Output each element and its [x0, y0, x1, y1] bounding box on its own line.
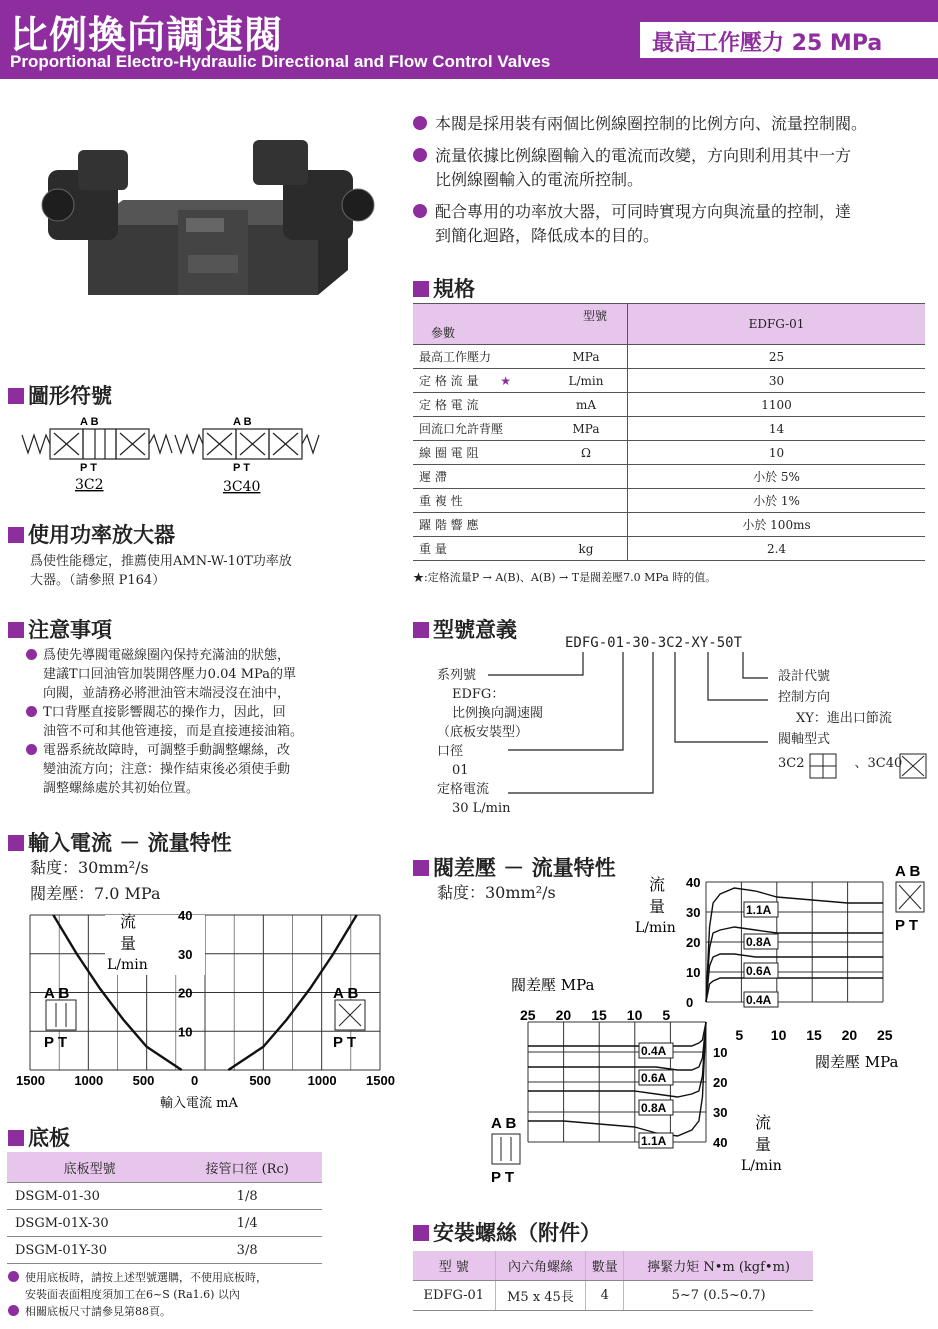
x-axis-label: 輸入電流 mA [160, 1096, 238, 1111]
spec-value: 30 [628, 369, 926, 393]
y-tick-label: 20 [713, 1075, 728, 1090]
y-axis-label: L/min [635, 920, 676, 936]
y-tick-label: 10 [686, 965, 701, 980]
y-tick-label: 40 [178, 908, 193, 923]
intro-line: 比例線圈輸入的電流所控制。 [435, 170, 644, 189]
spec-unit: Ω [545, 441, 628, 465]
port-label: A B [491, 1115, 517, 1132]
y-tick-label: 40 [713, 1135, 728, 1150]
note-line: 變油流方向；注意：操作結束後必須使手動 [43, 762, 291, 777]
x-tick-label: 25 [520, 1007, 536, 1023]
symbols-heading: 圖形符號 [8, 380, 112, 410]
spec-table [413, 303, 925, 561]
port-label: A B [895, 863, 921, 880]
amplifier-line: 大器。（請參照 P164） [30, 573, 166, 588]
port-symbol [492, 1134, 520, 1164]
series-line [706, 927, 883, 1002]
bolt-cell: 5~7 (0.5~0.7) [624, 1281, 813, 1311]
page-title: 比例換向調速閥 [10, 13, 284, 57]
port-label: A B [333, 985, 359, 1002]
spec-value: 小於 1% [628, 489, 926, 513]
x-tick-label: 1000 [74, 1073, 104, 1088]
chart-input-conditions [30, 855, 161, 907]
y-tick-label: 20 [686, 935, 701, 950]
chart-dp-viscosity: 黏度：30mm²/s [437, 883, 556, 902]
notes-heading: 注意事項 [8, 614, 112, 644]
base-note: 相關底板尺寸請參見第88頁。 [25, 1305, 171, 1318]
spec-unit: kg [545, 537, 628, 561]
y-axis-label: 量 [755, 1135, 772, 1154]
code-spool-label: 閥軸型式 [778, 732, 831, 747]
x-tick-label: 1500 [366, 1073, 395, 1088]
code-design-label: 設計代號 [778, 669, 831, 684]
spec-param: 躍 階 響 應 [413, 513, 545, 537]
y-tick-label: 10 [178, 1024, 193, 1040]
spec-param: 重 複 性 [413, 489, 545, 513]
spec-value: 25 [628, 345, 926, 369]
spec-param: 重 量 [413, 537, 545, 561]
spec-row [413, 441, 925, 465]
y-axis-label: L/min [741, 1158, 782, 1174]
ports-top-label: A B [80, 416, 99, 428]
bolt-heading: 安裝螺絲（附件） [413, 1217, 601, 1247]
base-size: 1/4 [172, 1210, 322, 1237]
note-line: 向閥，並請務必將泄油管末端浸沒在油中， [43, 686, 291, 701]
base-col-model: 底板型號 [7, 1152, 172, 1183]
model-code-heading: 型號意義 [413, 614, 517, 644]
x-tick-label: 20 [555, 1007, 572, 1023]
base-size: 3/8 [172, 1237, 322, 1264]
hydraulic-symbols [20, 413, 320, 498]
x-axis-label: 閥差壓 MPa [511, 976, 595, 994]
x-tick-label: 500 [132, 1073, 155, 1088]
port-label: P T [333, 1034, 357, 1051]
y-axis-label: 流 [649, 875, 666, 894]
spec-footnote: ★:定格流量P → A(B)、A(B) → T是閥差壓7.0 MPa 時的值。 [413, 571, 717, 584]
table-row [7, 1237, 322, 1264]
spec-unit [545, 489, 628, 513]
x-tick-label: 20 [841, 1027, 858, 1043]
x-tick-label: 500 [249, 1073, 272, 1088]
x-tick-label: 10 [770, 1027, 787, 1043]
curve-label: 0.8A [641, 1101, 667, 1115]
x-tick-label: 1000 [307, 1073, 337, 1088]
note-line: 建議T口回油管加裝開啓壓力0.04 MPa的單 [43, 667, 296, 682]
bolt-col: 擰緊力矩 N•m (kgf•m) [624, 1251, 813, 1281]
note-line: 爲使先導閥電磁線圈內保持充滿油的狀態， [43, 648, 291, 663]
series-line [528, 1022, 706, 1046]
table-row [7, 1183, 322, 1210]
max-pressure-text: 最高工作壓力 25 MPa [652, 31, 883, 56]
base-heading: 底板 [8, 1122, 70, 1152]
bullet-icon [413, 116, 427, 130]
intro-line: 到簡化迴路，降低成本的目的。 [435, 226, 660, 245]
code-size-label: 口徑 [437, 744, 464, 759]
y-tick-label: 0 [686, 995, 694, 1010]
code-flow-value: 30 L/min [452, 801, 511, 816]
bolt-col: 型 號 [413, 1251, 495, 1281]
code-size-value: 01 [452, 763, 469, 778]
y-axis-label: 流 [755, 1113, 772, 1132]
spec-row [413, 369, 925, 393]
spec-value: 14 [628, 417, 926, 441]
bolt-col: 內六角螺絲 [495, 1251, 586, 1281]
spec-unit [545, 465, 628, 489]
bullet-icon [8, 1305, 19, 1316]
curve-label: 0.6A [641, 1071, 667, 1085]
y-axis-label: 量 [649, 897, 666, 916]
base-model: DSGM-01Y-30 [7, 1237, 172, 1264]
pressure-text: 閥差壓：7.0 MPa [30, 884, 161, 903]
bullet-icon [413, 204, 427, 218]
amplifier-text [30, 552, 292, 590]
base-size: 1/8 [172, 1183, 322, 1210]
spec-row [413, 345, 925, 369]
spec-param: 最高工作壓力 [413, 345, 545, 369]
bolt-table [413, 1251, 813, 1311]
table-row [7, 1210, 322, 1237]
bullet-icon [26, 649, 37, 660]
curve-label: 0.6A [746, 964, 772, 978]
bullet-icon [413, 148, 427, 162]
model-code-left [437, 666, 543, 818]
spec-value: 2.4 [628, 537, 926, 561]
spec-param: 線 圈 電 阻 [413, 441, 545, 465]
table-row [413, 1281, 813, 1311]
y-axis-label: 量 [120, 934, 137, 953]
max-pressure-badge [640, 22, 938, 58]
intro-line: 配合專用的功率放大器，可同時實現方向與流量的控制，達 [435, 202, 852, 221]
intro-line: 本閥是採用裝有兩個比例線圈控制的比例方向、流量控制閥。 [435, 114, 868, 133]
note-line: T口背壓直接影響閥芯的操作力，因此，回 [43, 705, 286, 720]
spec-row [413, 489, 925, 513]
code-control-value: XY：進出口節流 [796, 711, 892, 726]
series-line [528, 1022, 706, 1136]
x-tick-label: 5 [662, 1007, 671, 1023]
spec-value: 10 [628, 441, 926, 465]
spec-heading: 規格 [413, 273, 475, 303]
base-note: 使用底板時，請按上述型號選購，不使用底板時， [25, 1271, 267, 1284]
spec-unit: L/min [545, 369, 628, 393]
ports-bottom-label: P T [80, 462, 97, 474]
series-line [706, 888, 883, 1002]
model-code-right [778, 666, 902, 774]
curve-label: 0.8A [746, 935, 772, 949]
spec-row [413, 537, 925, 561]
base-model: DSGM-01X-30 [7, 1210, 172, 1237]
param-label: 參數 [431, 326, 456, 340]
code-spool-3c40: 、3C40 [854, 756, 903, 771]
notes-list [26, 646, 356, 798]
code-series-value: EDFG： [452, 687, 505, 702]
bolt-cell: 4 [586, 1281, 624, 1311]
curve-label: 1.1A [641, 1134, 667, 1148]
model-code: EDFG-01-30-3C2-XY-50T [565, 635, 743, 651]
base-note: 安裝面表面粗度須加工在6~S (Ra1.6) 以內 [25, 1288, 240, 1301]
bullet-icon [26, 744, 37, 755]
code-flow-label: 定格電流 [437, 782, 490, 797]
code-spool-3c2: 3C2 [778, 756, 805, 771]
pressure-flow-chart [413, 862, 938, 1192]
note-line: 調整螺絲處於其初始位置。 [43, 781, 200, 796]
input-current-flow-chart [10, 905, 405, 1115]
curve-label: 0.4A [641, 1044, 667, 1058]
symbol-3c2-label: 3C2 [75, 477, 104, 493]
bolt-cell: M5 x 45長 [495, 1281, 586, 1311]
port-label: P T [895, 917, 919, 934]
port-label: P T [491, 1169, 515, 1186]
y-axis-label: L/min [107, 957, 148, 973]
bolt-col: 數量 [586, 1251, 624, 1281]
intro-list [413, 112, 938, 248]
bullet-icon [8, 1271, 19, 1282]
port-symbol-left [46, 1000, 76, 1030]
bullet-icon [26, 706, 37, 717]
spec-unit: mA [545, 393, 628, 417]
spec-param: 定 格 電 流 [413, 393, 545, 417]
base-table [7, 1152, 322, 1264]
note-line: 電器系統故障時，可調整手動調整螺絲，改 [43, 743, 291, 758]
code-control-label: 控制方向 [778, 690, 831, 705]
code-series-label: 系列號 [437, 668, 477, 683]
spec-unit [545, 513, 628, 537]
x-tick-label: 10 [626, 1007, 643, 1023]
spec-row [413, 393, 925, 417]
chart-dp-heading: 閥差壓 － 流量特性 [413, 852, 616, 882]
y-axis-label: 流 [120, 912, 137, 931]
port-label: A B [44, 985, 70, 1002]
spec-unit: MPa [545, 417, 628, 441]
star-icon: ★ [496, 374, 512, 388]
code-series-desc: 比例換向調速閥 [452, 706, 544, 721]
y-tick-label: 30 [686, 905, 701, 920]
amplifier-line: 爲使性能穩定，推薦使用AMN-W-10T功率放 [30, 554, 292, 569]
viscosity-text: 黏度：30mm²/s [30, 858, 149, 877]
series-line [528, 1022, 706, 1097]
port-label: P T [44, 1034, 68, 1051]
x-tick-label: 0 [191, 1073, 199, 1088]
spec-param: 定 格 流 量 ★ [413, 369, 545, 393]
spec-row [413, 513, 925, 537]
spec-row [413, 417, 925, 441]
curve-label: 1.1A [746, 903, 772, 917]
x-tick-label: 15 [806, 1027, 822, 1043]
code-series-note: （底板安裝型） [437, 725, 529, 740]
spec-row [413, 465, 925, 489]
y-tick-label: 30 [713, 1105, 728, 1120]
curve-label: 0.4A [746, 993, 772, 1007]
spec-unit: MPa [545, 345, 628, 369]
spec-value: 小於 100ms [628, 513, 926, 537]
y-tick-label: 30 [178, 946, 193, 962]
spec-model: EDFG-01 [628, 304, 926, 345]
y-tick-label: 40 [686, 875, 701, 890]
base-model: DSGM-01-30 [7, 1183, 172, 1210]
note-line: 油管不可和其他管連接，而是直接連接油箱。 [43, 724, 304, 739]
amplifier-heading: 使用功率放大器 [8, 519, 175, 549]
ports-bottom-label: P T [233, 462, 250, 474]
spec-param: 遲 滯 [413, 465, 545, 489]
y-tick-label: 20 [178, 985, 193, 1001]
chart-input-heading: 輸入電流 － 流量特性 [8, 827, 232, 857]
ports-top-label: A B [233, 416, 252, 428]
series-line [706, 978, 883, 1002]
spec-value: 小於 5% [628, 465, 926, 489]
base-notes [8, 1269, 267, 1320]
x-tick-label: 15 [591, 1007, 607, 1023]
x-axis-label: 閥差壓 MPa [815, 1053, 899, 1071]
x-tick-label: 25 [877, 1027, 893, 1043]
spec-value: 1100 [628, 393, 926, 417]
base-col-size: 接管口徑 (Rc) [172, 1152, 322, 1183]
intro-line: 流量依據比例線圈輸入的電流而改變，方向則利用其中一方 [435, 146, 852, 165]
x-tick-label: 5 [735, 1027, 744, 1043]
bolt-cell: EDFG-01 [413, 1281, 495, 1311]
page-subtitle: Proportional Electro-Hydraulic Directional and Flow Control Valves [10, 52, 551, 71]
x-tick-label: 1500 [16, 1073, 45, 1088]
spec-param: 回流口允許背壓 [413, 417, 545, 441]
model-label: 型號 [582, 309, 607, 323]
y-tick-label: 10 [713, 1045, 728, 1060]
valve-product-image [28, 130, 398, 315]
symbol-3c40-label: 3C40 [223, 479, 261, 495]
